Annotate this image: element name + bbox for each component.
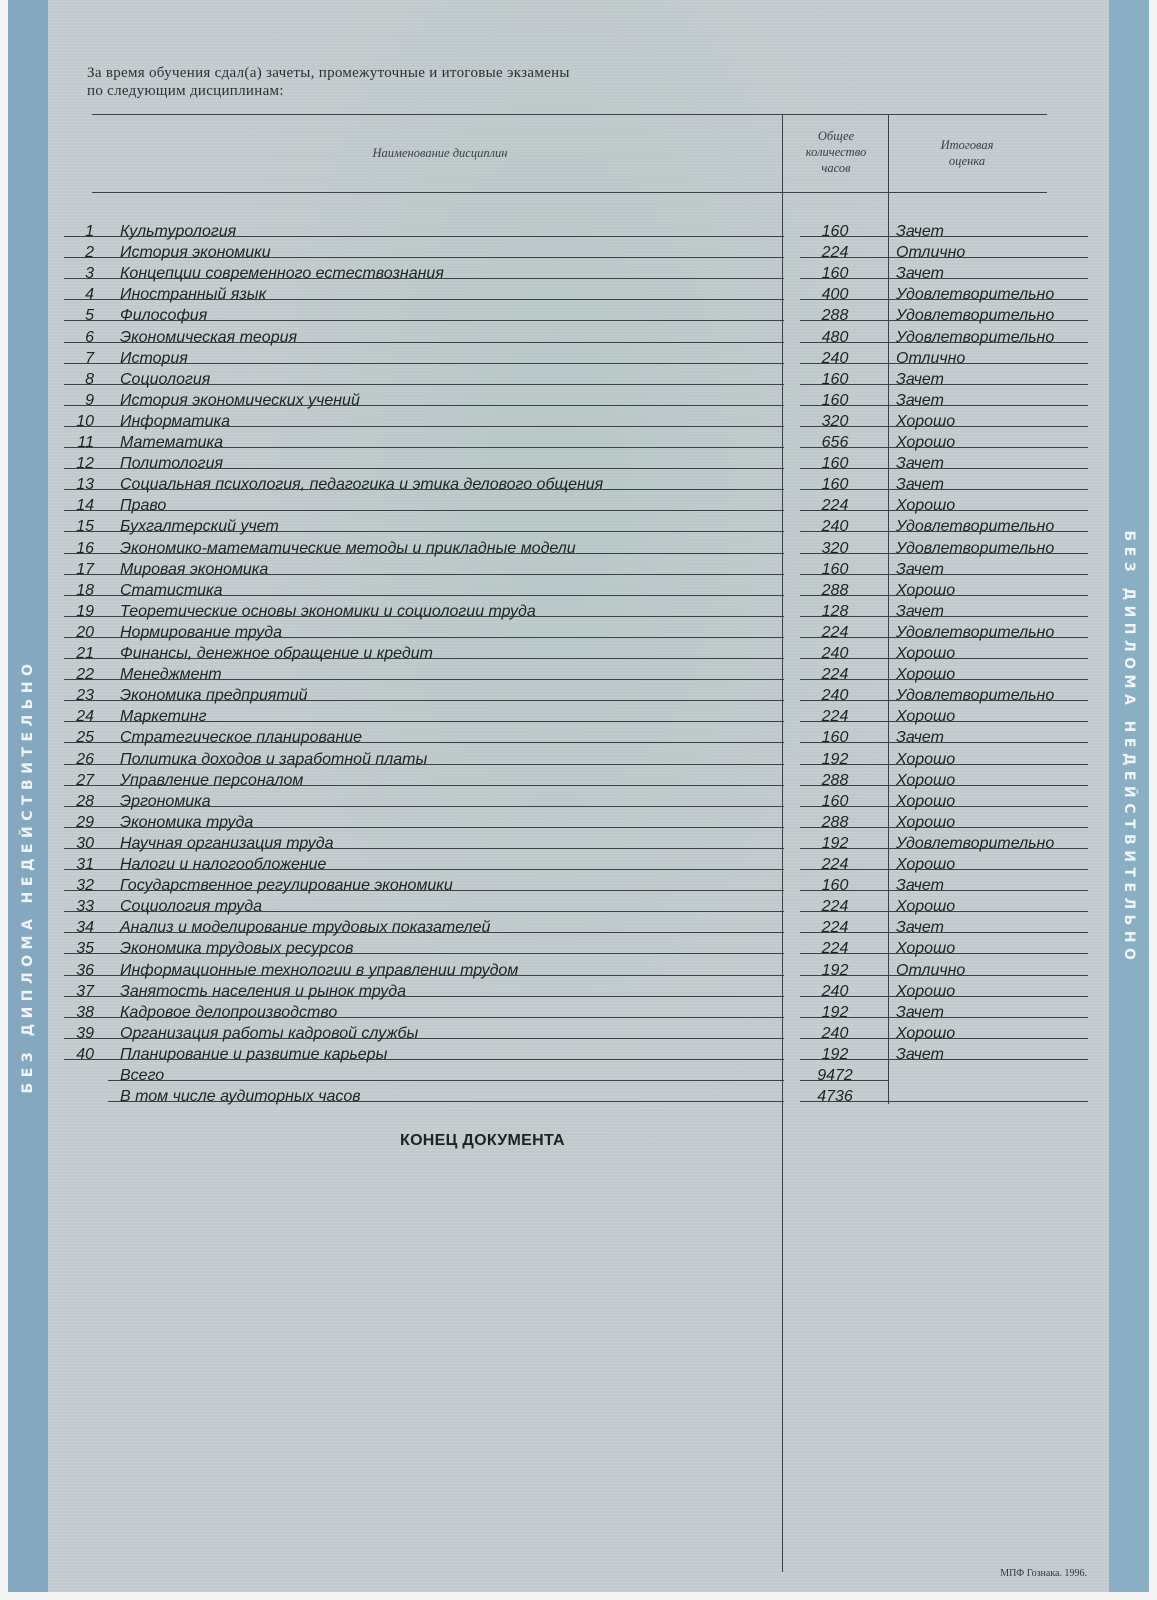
discipline-grade: Зачет — [896, 455, 944, 473]
table-row — [64, 533, 1088, 557]
discipline-name: Экономико-математические методы и прикладные модели — [120, 539, 576, 557]
discipline-grade: Зачет — [896, 223, 944, 240]
row-number: 32 — [76, 877, 94, 895]
discipline-grade: Хорошо — [896, 666, 956, 684]
row-number: 34 — [76, 919, 94, 937]
discipline-hours: 224 — [821, 898, 849, 916]
discipline-grade: Зачет — [896, 265, 944, 283]
row-number: 14 — [76, 497, 94, 515]
discipline-name: Теоретические основы экономики и социологии труда — [120, 602, 536, 620]
row-number: 21 — [76, 645, 94, 662]
discipline-grade: Удовлетворительно — [896, 834, 1055, 852]
row-number: 16 — [76, 539, 94, 557]
discipline-hours: 240 — [821, 982, 849, 1000]
discipline-grade: Зачет — [896, 370, 944, 388]
discipline-hours: 160 — [821, 877, 849, 895]
discipline-grade: Хорошо — [896, 412, 956, 430]
table-row — [64, 490, 1088, 515]
table-row — [64, 786, 1088, 810]
table-row — [64, 385, 1088, 409]
table-top-rule — [92, 114, 1047, 115]
discipline-hours: 288 — [821, 307, 849, 325]
discipline-grade: Хорошо — [896, 856, 956, 873]
discipline-hours: 288 — [821, 581, 849, 599]
row-number: 10 — [76, 412, 94, 430]
row-number: 5 — [85, 307, 94, 325]
intro-text — [87, 64, 787, 100]
discipline-name: История — [120, 349, 188, 367]
header-name: Наименование дисциплин — [372, 146, 508, 160]
discipline-hours: 224 — [821, 940, 849, 958]
table-row — [64, 279, 1088, 304]
discipline-name: Кадровое делопроизводство — [120, 1003, 338, 1021]
discipline-grade: Удовлетворительно — [896, 687, 1055, 705]
discipline-name: Политология — [120, 455, 224, 473]
discipline-hours: 160 — [821, 729, 849, 747]
discipline-grade: Хорошо — [896, 581, 956, 599]
discipline-hours: 480 — [821, 328, 849, 346]
table-row — [64, 997, 1088, 1021]
discipline-hours: 224 — [821, 708, 849, 726]
discipline-name: Культурология — [120, 223, 237, 240]
table-row — [64, 701, 1088, 726]
intro-line-2: по следующим дисциплинам: — [87, 83, 284, 99]
row-number: 1 — [85, 223, 94, 240]
discipline-grade: Хорошо — [896, 898, 956, 916]
discipline-hours: 224 — [821, 919, 849, 937]
discipline-grade: Зачет — [896, 919, 944, 937]
discipline-hours: 192 — [821, 1045, 849, 1063]
discipline-hours: 400 — [821, 286, 849, 304]
row-number: 30 — [76, 834, 94, 852]
discipline-hours: 160 — [821, 792, 849, 810]
right-band-text: БЕЗ ДИПЛОМА НЕДЕЙСТВИТЕЛЬНО — [1121, 530, 1137, 966]
discipline-name: Математика — [120, 434, 223, 451]
row-number: 38 — [76, 1003, 94, 1021]
discipline-grade: Хорошо — [896, 434, 956, 451]
row-number: 24 — [76, 708, 94, 726]
discipline-hours: 240 — [821, 687, 849, 705]
discipline-hours: 160 — [821, 476, 849, 494]
row-number: 40 — [76, 1045, 94, 1063]
table-row — [64, 322, 1088, 346]
table-row — [64, 596, 1088, 620]
row-number: 33 — [76, 898, 94, 916]
discipline-hours: 224 — [821, 497, 849, 515]
discipline-name: Социология — [120, 370, 211, 388]
table-row — [64, 469, 1088, 494]
discipline-name: Эргономика — [120, 792, 211, 810]
row-number: 35 — [76, 940, 94, 958]
discipline-grade: Зачет — [896, 391, 944, 409]
intro-line-1: За время обучения сдал(а) зачеты, промежуточные и итоговые экзамены — [87, 65, 570, 81]
discipline-name: Иностранный язык — [120, 286, 267, 304]
left-security-band — [8, 0, 48, 1592]
discipline-name: Планирование и развитие карьеры — [120, 1045, 388, 1063]
table-row — [64, 511, 1088, 536]
total-hours: 9472 — [817, 1067, 853, 1084]
discipline-hours: 160 — [821, 391, 849, 409]
discipline-name: Мировая экономика — [120, 560, 269, 578]
table-row — [64, 216, 1088, 240]
discipline-hours: 288 — [821, 771, 849, 789]
discipline-name: Экономика трудовых ресурсов — [120, 940, 354, 958]
header-grade: Итоговая оценка — [940, 138, 994, 168]
discipline-grade: Хорошо — [896, 645, 956, 662]
discipline-name: Нормирование труда — [120, 623, 283, 641]
row-number: 26 — [76, 750, 94, 768]
row-number: 17 — [76, 560, 94, 578]
row-number: 11 — [77, 434, 94, 451]
discipline-hours: 288 — [821, 813, 849, 831]
discipline-grade: Хорошо — [896, 497, 956, 515]
discipline-hours: 224 — [821, 244, 849, 262]
discipline-hours: 224 — [821, 856, 849, 873]
row-number: 18 — [76, 581, 94, 599]
row-number: 23 — [76, 687, 94, 705]
discipline-hours: 224 — [821, 623, 849, 641]
row-number: 12 — [76, 455, 94, 473]
row-number: 20 — [76, 623, 94, 641]
right-security-band — [1109, 0, 1149, 1592]
discipline-name: Философия — [120, 307, 208, 325]
table-row — [64, 659, 1088, 684]
discipline-name: Экономическая теория — [120, 328, 298, 346]
discipline-grade: Отлично — [896, 244, 966, 262]
discipline-grade: Хорошо — [896, 1024, 956, 1042]
table-row — [64, 448, 1088, 473]
table-row — [64, 300, 1088, 325]
classroom-label: В том числе аудиторных часов — [120, 1088, 361, 1106]
discipline-grade: Зачет — [896, 560, 944, 578]
discipline-name: Организация работы кадровой службы — [120, 1024, 419, 1042]
discipline-grade: Хорошо — [896, 771, 956, 789]
discipline-name: Экономика труда — [120, 813, 254, 831]
discipline-grade: Отлично — [896, 349, 966, 367]
discipline-grade: Удовлетворительно — [896, 328, 1055, 346]
discipline-name: Налоги и налогообложение — [120, 856, 327, 873]
row-number: 39 — [76, 1024, 94, 1042]
discipline-grade: Зачет — [896, 602, 944, 620]
row-number: 29 — [76, 813, 94, 831]
printer-imprint: МПФ Гознака. 1996. — [1000, 1568, 1087, 1579]
table-row — [64, 955, 1088, 979]
table-row — [64, 891, 1088, 916]
discipline-hours: 240 — [821, 518, 849, 536]
discipline-hours: 192 — [821, 750, 849, 768]
header-hours: Общее количество часов — [805, 129, 867, 175]
discipline-grade: Хорошо — [896, 940, 956, 958]
discipline-name: Право — [120, 497, 167, 515]
discipline-hours: 224 — [821, 666, 849, 684]
discipline-hours: 320 — [821, 412, 849, 430]
discipline-hours: 320 — [821, 539, 849, 557]
row-number: 22 — [76, 666, 94, 684]
discipline-grade: Удовлетворительно — [896, 286, 1055, 304]
discipline-grade: Зачет — [896, 729, 944, 747]
table-row — [64, 722, 1088, 747]
table-row — [64, 870, 1088, 895]
classroom-hours: 4736 — [817, 1088, 853, 1106]
discipline-hours: 240 — [821, 349, 849, 367]
row-number: 19 — [76, 602, 94, 620]
discipline-grade: Удовлетворительно — [896, 623, 1055, 641]
discipline-grade: Хорошо — [896, 750, 956, 768]
discipline-grade: Удовлетворительно — [896, 307, 1055, 325]
table-row — [64, 554, 1088, 578]
discipline-name: Информационные технологии в управлении трудом — [120, 961, 519, 979]
discipline-name: История экономики — [120, 244, 271, 262]
discipline-hours: 240 — [821, 1024, 849, 1042]
discipline-hours: 160 — [821, 560, 849, 578]
discipline-grade: Удовлетворительно — [896, 518, 1055, 536]
row-number: 2 — [85, 244, 94, 262]
total-row — [64, 1060, 1088, 1084]
table-row — [64, 828, 1088, 852]
row-number: 13 — [76, 476, 94, 494]
row-number: 15 — [76, 518, 94, 536]
table-row — [64, 638, 1088, 662]
table-row — [64, 933, 1088, 958]
discipline-hours: 192 — [821, 961, 849, 979]
discipline-grade: Хорошо — [896, 792, 956, 810]
table-row — [64, 237, 1088, 262]
discipline-name: Стратегическое планирование — [120, 729, 363, 747]
row-number: 36 — [76, 961, 94, 979]
discipline-hours: 160 — [821, 370, 849, 388]
discipline-name: Концепции современного естествознания — [120, 265, 444, 283]
row-number: 27 — [76, 771, 94, 789]
end-of-document-label: КОНЕЦ ДОКУМЕНТА — [400, 1132, 565, 1149]
table-row — [64, 976, 1088, 1000]
classroom-hours-row — [64, 1081, 1088, 1106]
discipline-name: Научная организация труда — [120, 834, 334, 852]
discipline-name: Управление персоналом — [120, 771, 304, 789]
discipline-name: Информатика — [120, 412, 230, 430]
discipline-grade: Зачет — [896, 476, 944, 494]
discipline-grade: Хорошо — [896, 813, 956, 831]
row-number: 6 — [85, 328, 94, 346]
table-row — [64, 912, 1088, 937]
discipline-hours: 160 — [821, 455, 849, 473]
discipline-hours: 240 — [821, 645, 849, 662]
discipline-grade: Хорошо — [896, 982, 956, 1000]
row-number: 3 — [85, 265, 94, 283]
table-row — [64, 617, 1088, 641]
discipline-grade: Зачет — [896, 877, 944, 895]
table-row — [64, 1039, 1088, 1063]
discipline-name: Социология труда — [120, 898, 263, 916]
discipline-name: Социальная психология, педагогика и этика делового общения — [120, 476, 604, 494]
row-number: 7 — [85, 349, 94, 367]
discipline-name: Экономика предприятий — [120, 687, 308, 705]
table-row — [64, 575, 1088, 599]
table-header-rule — [92, 192, 1047, 193]
discipline-hours: 192 — [821, 1003, 849, 1021]
discipline-name: История экономических учений — [120, 391, 360, 409]
row-number: 25 — [76, 729, 94, 747]
discipline-name: Государственное регулирование экономики — [120, 877, 453, 895]
table-row — [64, 807, 1088, 831]
discipline-hours: 160 — [821, 223, 849, 240]
row-number: 9 — [85, 391, 94, 409]
discipline-name: Менеджмент — [120, 666, 222, 684]
left-band-text: БЕЗ ДИПЛОМА НЕДЕЙСТВИТЕЛЬНО — [20, 658, 36, 1094]
discipline-hours: 128 — [821, 602, 849, 620]
row-number: 37 — [76, 982, 94, 1000]
discipline-grade: Удовлетворительно — [896, 539, 1055, 557]
discipline-hours: 192 — [821, 834, 849, 852]
discipline-name: Занятость населения и рынок труда — [120, 982, 406, 1000]
table-row — [64, 364, 1088, 388]
discipline-hours: 160 — [821, 265, 849, 283]
row-number: 31 — [76, 856, 94, 873]
row-number: 4 — [85, 286, 94, 304]
table-row — [64, 406, 1088, 430]
discipline-name: Анализ и моделирование трудовых показателей — [120, 919, 491, 937]
discipline-grade: Зачет — [896, 1045, 944, 1063]
total-label: Всего — [120, 1067, 165, 1084]
discipline-name: Политика доходов и заработной платы — [120, 750, 428, 768]
discipline-grade: Хорошо — [896, 708, 956, 726]
table-row — [64, 849, 1088, 873]
discipline-name: Бухгалтерский учет — [120, 518, 279, 536]
discipline-name: Маркетинг — [120, 708, 207, 726]
discipline-name: Финансы, денежное обращение и кредит — [120, 645, 433, 662]
table-row — [64, 343, 1088, 367]
table-row — [64, 680, 1088, 705]
discipline-grade: Отлично — [896, 961, 966, 979]
discipline-name: Статистика — [120, 581, 223, 599]
row-number: 28 — [76, 792, 94, 810]
table-row — [64, 744, 1088, 768]
table-row — [64, 765, 1088, 789]
table-row — [64, 1018, 1088, 1042]
discipline-hours: 656 — [821, 434, 849, 451]
table-row — [64, 258, 1088, 283]
discipline-grade: Зачет — [896, 1003, 944, 1021]
row-number: 8 — [85, 370, 94, 388]
table-row — [64, 427, 1088, 451]
